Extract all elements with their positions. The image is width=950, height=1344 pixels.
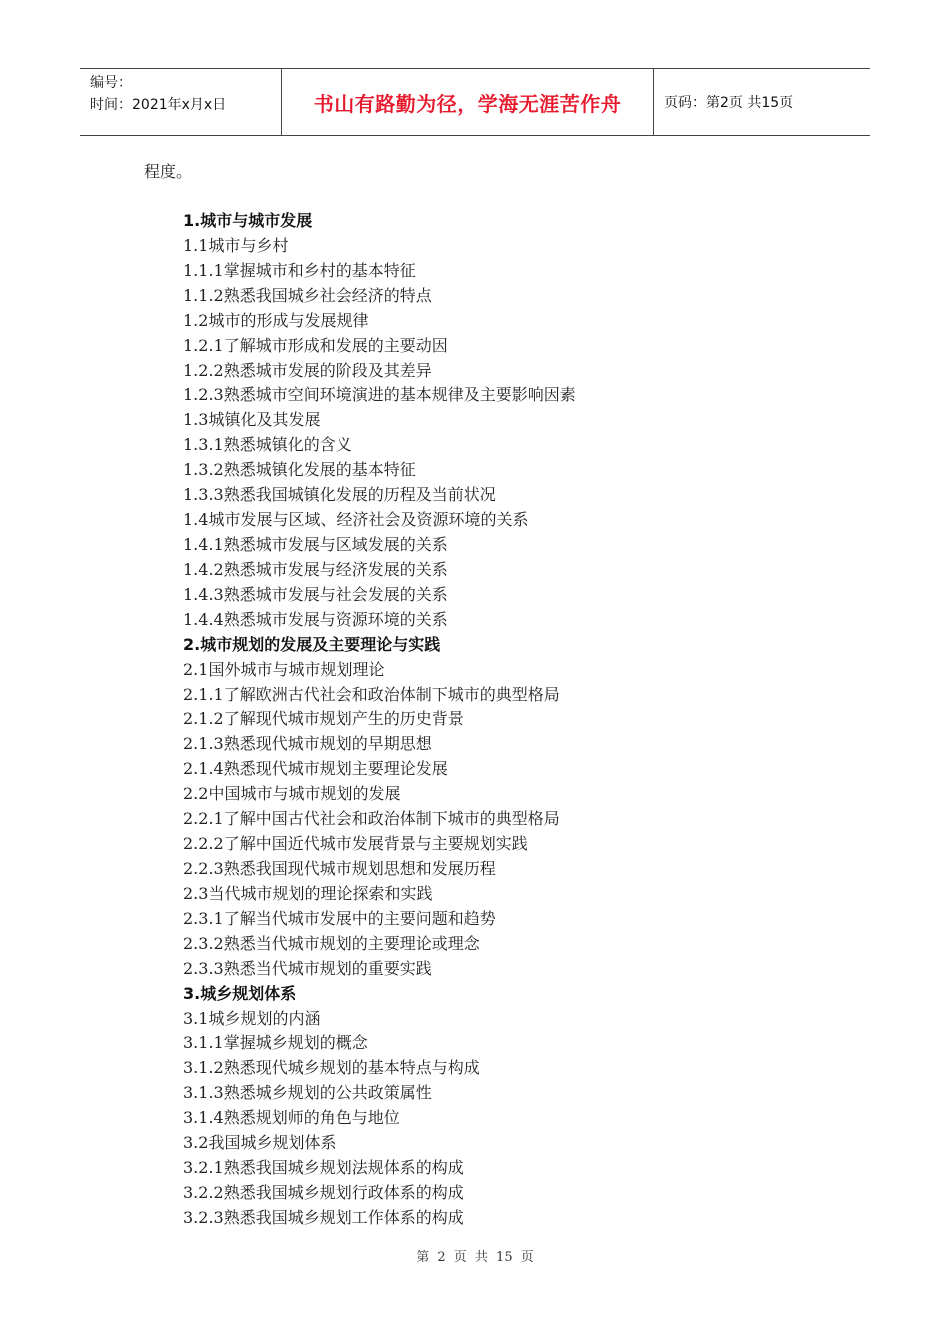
outline-item: 1.2.3熟悉城市空间环境演进的基本规律及主要影响因素 — [183, 385, 576, 405]
outline-item: 1.3.1熟悉城镇化的含义 — [183, 435, 352, 455]
outline-item: 2.2.2了解中国近代城市发展背景与主要规划实践 — [183, 834, 528, 854]
outline-item: 3.1.1掌握城乡规划的概念 — [183, 1033, 368, 1053]
outline-item: 1.2.2熟悉城市发展的阶段及其差异 — [183, 360, 432, 380]
outline-item: 2.1.4熟悉现代城市规划主要理论发展 — [183, 759, 448, 779]
outline-item: 2.3.3熟悉当代城市规划的重要实践 — [183, 958, 432, 978]
section-heading: 1.城市与城市发展 — [183, 211, 313, 230]
outline-item: 1.2.1了解城市形成和发展的主要动因 — [183, 335, 448, 355]
header-motto: 书山有路勤为径，学海无涯苦作舟 — [282, 69, 654, 135]
outline-item: 2.3.2熟悉当代城市规划的主要理论或理念 — [183, 933, 480, 953]
section-heading: 3.城乡规划体系 — [183, 983, 297, 1003]
number-label: 编号： — [90, 75, 132, 91]
outline-item: 3.2.1熟悉我国城乡规划法规体系的构成 — [183, 1158, 464, 1178]
subsection-item: 1.2城市的形成与发展规律 — [183, 310, 369, 330]
outline-item: 3.1.3熟悉城乡规划的公共政策属性 — [183, 1083, 432, 1103]
outline-item: 3.2.3熟悉我国城乡规划工作体系的构成 — [183, 1207, 464, 1227]
subsection-item: 1.3城镇化及其发展 — [183, 410, 321, 430]
syllabus-outline — [183, 209, 576, 1231]
header-meta — [80, 69, 282, 135]
outline-item: 1.1.2熟悉我国城乡社会经济的特点 — [183, 285, 432, 305]
outline-item: 1.1.1掌握城市和乡村的基本特征 — [183, 260, 416, 280]
document-header — [80, 68, 870, 136]
outline-item: 1.4.2熟悉城市发展与经济发展的关系 — [183, 559, 448, 579]
subsection-item: 3.2我国城乡规划体系 — [183, 1133, 337, 1153]
subsection-item: 1.1城市与乡村 — [183, 235, 289, 255]
outline-item: 2.1.1了解欧洲古代社会和政治体制下城市的典型格局 — [183, 684, 560, 704]
outline-item: 2.1.3熟悉现代城市规划的早期思想 — [183, 734, 432, 754]
subsection-item: 1.4城市发展与区域、经济社会及资源环境的关系 — [183, 510, 529, 530]
outline-item: 2.3.1了解当代城市发展中的主要问题和趋势 — [183, 908, 496, 928]
outline-item: 3.1.4熟悉规划师的角色与地位 — [183, 1108, 400, 1128]
subsection-item: 2.1国外城市与城市规划理论 — [183, 659, 385, 679]
subsection-item: 2.3当代城市规划的理论探索和实践 — [183, 883, 433, 903]
outline-item: 1.3.2熟悉城镇化发展的基本特征 — [183, 460, 416, 480]
outline-item: 2.2.3熟悉我国现代城市规划思想和发展历程 — [183, 858, 496, 878]
header-page-info: 页码：第2页 共15页 — [664, 95, 794, 111]
subsection-item: 3.1城乡规划的内涵 — [183, 1008, 321, 1028]
subsection-item: 2.2中国城市与城市规划的发展 — [183, 784, 401, 804]
outline-item: 1.3.3熟悉我国城镇化发展的历程及当前状况 — [183, 485, 496, 505]
outline-item: 1.4.3熟悉城市发展与社会发展的关系 — [183, 584, 448, 604]
date-label: 时间：2021年x月x日 — [90, 97, 227, 113]
outline-item: 1.4.4熟悉城市发展与资源环境的关系 — [183, 609, 448, 629]
page-footer: 第 2 页 共 15 页 — [416, 1250, 534, 1265]
outline-item: 3.1.2熟悉现代城乡规划的基本特点与构成 — [183, 1058, 480, 1078]
lead-text: 程度。 — [144, 162, 193, 181]
outline-item: 1.4.1熟悉城市发展与区域发展的关系 — [183, 534, 448, 554]
outline-item: 2.2.1了解中国古代社会和政治体制下城市的典型格局 — [183, 809, 560, 829]
section-heading: 2.城市规划的发展及主要理论与实践 — [183, 634, 441, 654]
outline-item: 3.2.2熟悉我国城乡规划行政体系的构成 — [183, 1182, 464, 1202]
outline-item: 2.1.2了解现代城市规划产生的历史背景 — [183, 709, 464, 729]
